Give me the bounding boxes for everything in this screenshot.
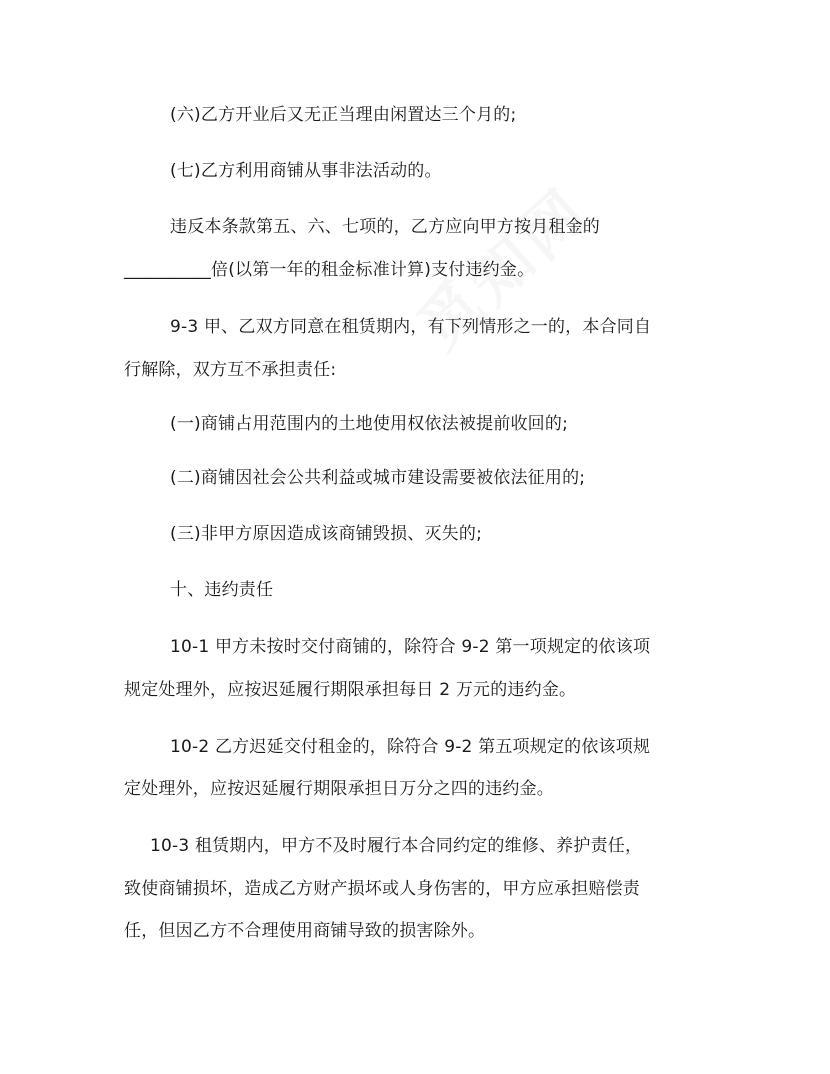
clause-10-2-line-1: 10-2 乙方迟延交付租金的，除符合 9-2 第五项规定的依该项规 (170, 737, 651, 757)
clause-10-2-line-2: 定处理外，应按迟延履行期限承担日万分之四的违约金。 (124, 779, 554, 799)
breach-text-line-2: __________倍(以第一年的租金标准计算)支付违约金。 (124, 260, 535, 280)
clause-10-3-line-3: 任，但因乙方不合理使用商铺导致的损害除外。 (124, 921, 486, 941)
clause-item-7: (七)乙方利用商铺从事非法活动的。 (170, 161, 442, 181)
clause-10-1-line-2: 规定处理外，应按迟延履行期限承担每日 2 万元的违约金。 (124, 680, 577, 700)
clause-9-3-item-2: (二)商铺因社会公共利益或城市建设需要被依法征用的; (170, 468, 586, 488)
breach-text-line-1: 违反本条款第五、六、七项的，乙方应向甲方按月租金的 (170, 217, 600, 237)
clause-9-3-item-1: (一)商铺占用范围内的土地使用权依法被提前收回的; (170, 414, 568, 434)
clause-10-3-line-2: 致使商铺损坏，造成乙方财产损坏或人身伤害的，甲方应承担赔偿责 (124, 879, 640, 899)
clause-9-3-line-2: 行解除，双方互不承担责任: (124, 360, 337, 380)
section-10-heading: 十、违约责任 (170, 580, 274, 600)
clause-10-1-line-1: 10-1 甲方未按时交付商铺的，除符合 9-2 第一项规定的依该项 (170, 637, 651, 657)
clause-10-3-line-1: 10-3 租赁期内，甲方不及时履行本合同约定的维修、养护责任， (150, 836, 643, 856)
clause-9-3-item-3: (三)非甲方原因造成该商铺毁损、灭失的; (170, 524, 482, 544)
clause-9-3-line-1: 9-3 甲、乙双方同意在租赁期内，有下列情形之一的，本合同自 (170, 317, 652, 337)
clause-item-6: (六)乙方开业后又无正当理由闲置达三个月的; (170, 105, 517, 125)
